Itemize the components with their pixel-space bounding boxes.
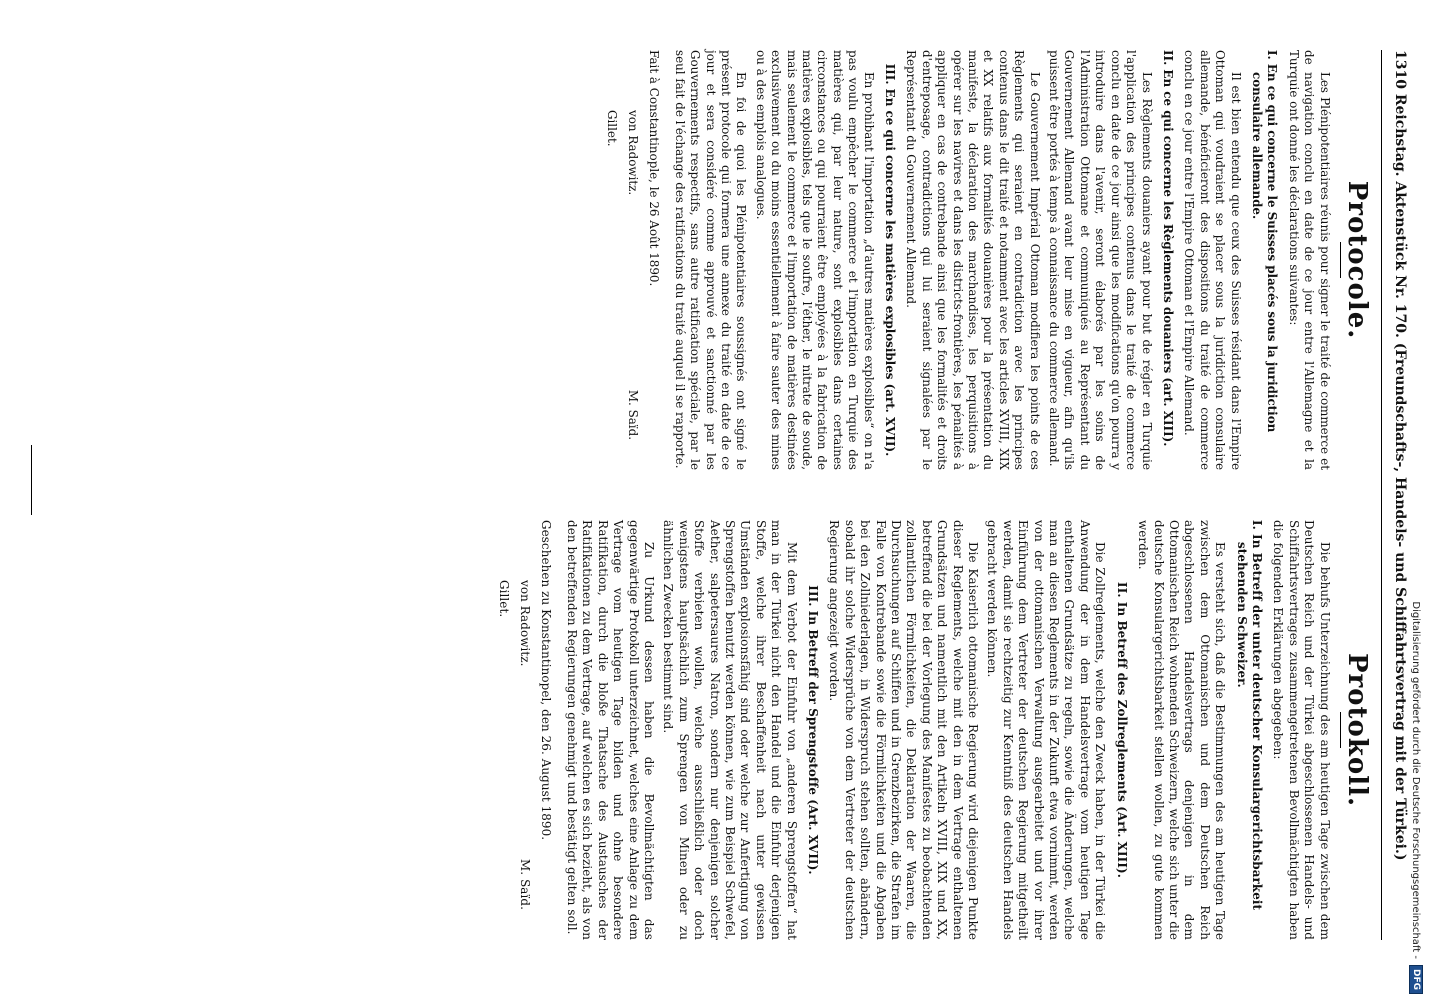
footer-strip xyxy=(1400,0,1432,1000)
german-signature-gillet: Gillet. xyxy=(496,580,511,618)
page-header: 1310 Reichstag. Aktenstück Nr. 170. (Freundschafts-, Handels- und Schiffahrtsvertrag mit der Türkei.) xyxy=(1392,50,1408,861)
french-title: Protocole. xyxy=(1342,180,1372,340)
german-signature-said: M. Saïd. xyxy=(518,859,533,910)
french-intro: Les Plénipotentiaires réunis pour signer le traité de commerce et de navigation conclu en date de ce jour entre l'Allemagne et la Turquie ont donné les déclarations suivantes: xyxy=(1286,50,1332,470)
french-dateline: Fait à Constantinople, le 26 Août 1890. xyxy=(647,50,662,287)
french-signature-gillet: Gillet. xyxy=(604,110,619,147)
title-rule xyxy=(1340,242,1341,278)
german-section-1-heading: I. In Betreff der unter deutscher Konsulargerichtsbarkeit stehenden Schweizer. xyxy=(1234,520,1264,911)
french-section-3-text: En prohibant l'importation „d'autres matières explosibles“ on n'a pas voulu empêcher le commerce et l'importation en Turquie des matières qui, par leur nature, sont explosibles dans certaines circonstances ou qui pourraient être employées à la fabrication de matières explosibles, tels que le soufre, l'éther, le nitrate de soude, mais seulement le commerce et l'importation de matières destinées exclusivement ou du moins essentiellement à faire sauter des mines ou à des emplois analogues. xyxy=(753,50,876,470)
french-section-2-text-2: Le Gouvernement Impérial Ottoman modifiera les points de ces Règlements qui seraient en contradiction avec les principes contenus dans le dit traité et notamment avec les articles XVIII, XIX et XX relatifs aux formalités douanières pour la présentation du manifeste, la déclaration des marchandises, les perquisitions à opérer sur les navires et dans les districts-frontières, les pénalités à appliquer en cas de contrebande ainsi que les formalités et droits d'entreposage, contradictions qui lui seraient signalées par le Représentant du Gouvernement Allemand. xyxy=(904,50,1042,470)
header-rule xyxy=(1381,50,1382,940)
german-dateline: Geschehen zu Konstantinopel, den 26. August 1890. xyxy=(539,520,554,841)
french-section-2-text-1: Les Règlements douaniers ayant pour but de régler en Turquie l'application des principes contenus dans le traité de commerce conclu en date de ce jour ainsi que les modifications qu'on pourra y introduire dans l'avenir, seront élaborés par les soins de l'Administration Ottomane et communiqués au Représentant du Gouvernement Allemand avant leur mise en vigueur, afin qu'ils puissent être portés à temps à connaissance du commerce allemand. xyxy=(1047,50,1154,470)
french-signature-said: M. Saïd. xyxy=(625,389,640,440)
german-section-3-heading: III. In Betreff der Sprengstoffe (Art. XVII). xyxy=(806,585,820,875)
french-section-1-text: Il est bien entendu que ceux des Suisses résidant dans l'Empire Ottoman qui voudraient se placer sous la juridiction consulaire allemande, bénéficieront des dispositions du traité de commerce conclu en ce jour entre l'Empire Ottoman et l'Empire Allemand. xyxy=(1182,50,1243,470)
german-signatures xyxy=(517,520,532,940)
title-rule xyxy=(1340,712,1341,748)
french-signature-radowitz: von Radowitz. xyxy=(625,110,640,196)
footer-text: Digitalisierung gefördert durch die Deutsche Forschungsgemeinschaft - xyxy=(1410,601,1422,959)
german-section-2-heading: II. In Betreff des Zollreglements (Art. XIII). xyxy=(1114,582,1129,878)
french-section-2-heading: II. En ce qui concerne les Règlements douaniers (art. XIII). xyxy=(1160,50,1175,447)
dfg-logo-icon: DFG xyxy=(1409,965,1423,994)
german-section-2-text-1: Die Zollreglements, welche den Zweck haben, in der Türkei die Anwendung der in dem Handelsvertrage vom heutigen Tage enthaltenen Grundsätze zu regeln, sowie die Änderungen, welche man an diesen Reglements in der Zukunft etwa vornimmt, werden von der ottomanischen Verwaltung ausgearbeitet und vor ihrer Einführung dem Vertreter der deutschen Regierung mitgetheilt werden, damit sie rechtzeitig zur Kenntniß des deutschen Handels gebracht werden können. xyxy=(985,520,1108,940)
french-final-text: En foi de quoi les Plénipotentiaires soussignés ont signé le présent protocole qui formera une annexe du traité en date de ce jour et sera considéré comme approuvé et sanctionné par les Gouvernements respectifs, sans autre ratification spéciale, par le seul fait de l'échange des ratifications du traité auquel il se rapporte. xyxy=(672,50,749,470)
french-signatures xyxy=(625,50,640,470)
french-section-1-heading: I. En ce qui concerne le Suisses placés sous la juridiction consulaire allemande. xyxy=(1249,50,1280,433)
french-column xyxy=(599,50,1372,470)
german-signature-radowitz: von Radowitz. xyxy=(518,580,533,667)
german-intro: Die behufs Unterzeichnung des am heutigen Tage zwischen dem Deutschen Reich und der Türkei abgeschlossenen Handels- und Schiffahrtsvertrages zusammengetretenen Bevollmächtigten haben die folgenden Erklärungen abgegeben: xyxy=(1271,520,1332,940)
footer-credit xyxy=(1400,0,1432,1000)
german-column xyxy=(491,520,1372,940)
end-rule xyxy=(31,445,32,515)
german-final-text: Zu Urkund dessen haben die Bevollmächtigten das gegenwärtige Protokoll unterzeichnet, welches eine Anlage zu dem Vertrage vom heutigen Tage bilden und ohne besondere Ratifikation, durch die bloße Thatsache des Austausches der Ratifikationen zu dem Vertrage, auf welchen es sich bezieht, als von den betreffenden Regierungen genehmigt und bestätigt gelten soll. xyxy=(564,520,656,940)
german-section-3-text: Mit dem Verbot der Einfuhr von „anderen Sprengstoffen“ hat man in der Türkei nicht den Handel und die Einfuhr derjenigen Stoffe, welche ihrer Beschaffenheit nach unter gewissen Umständen explosionsfähig sind oder welche zur Anfertigung von Sprengstoffen benutzt werden können, wie zum Beispiel Schwefel, Aether, salpetersaures Natron, sondern nur denjenigen solcher Stoffe verbieten wollen, welche ausschließlich oder doch wenigstens hauptsächlich zum Sprengen von Minen oder zu ähnlichen Zwecken bestimmt sind. xyxy=(661,520,799,940)
german-section-1-text: Es versteht sich, daß die Bestimmungen des am heutigen Tage zwischen dem Ottomanischen und dem Deutschen Reich abgeschlossenen Handelsvertrags denjenigen in dem Ottomanischen Reich wohnenden Schweizern, welche sich unter die deutsche Konsulargerichtsbarkeit stellen wollen, zu gute kommen werden. xyxy=(1136,520,1228,940)
german-title: Protokoll. xyxy=(1342,652,1372,808)
french-section-3-heading: III. En ce qui concerne les matières explosibles (art. XVII). xyxy=(883,63,898,457)
german-section-2-text-2: Die Kaiserlich ottomanische Regierung wird diejenigen Punkte dieser Reglements, welche mit den in dem Vertrage enthaltenen Grundsätzen und namentlich mit den Artikeln XVIII, XIX und XX, betreffend die bei der Vorlegung des Manifestes zu beobachtenden zollamtlichen Förmlichkeiten, die Deklaration der Waaren, die Durchsuchungen auf Schiffen und in Grenzbezirken, die Strafen im Falle von Kontrebande sowie die Förmlichkeiten und die Abgaben bei den Zollniederlagen, in Widerspruch stehen sollten, abändern, sobald ihr solche Widersprüche von dem Vertreter der deutschen Regierung angezeigt worden. xyxy=(827,520,981,940)
